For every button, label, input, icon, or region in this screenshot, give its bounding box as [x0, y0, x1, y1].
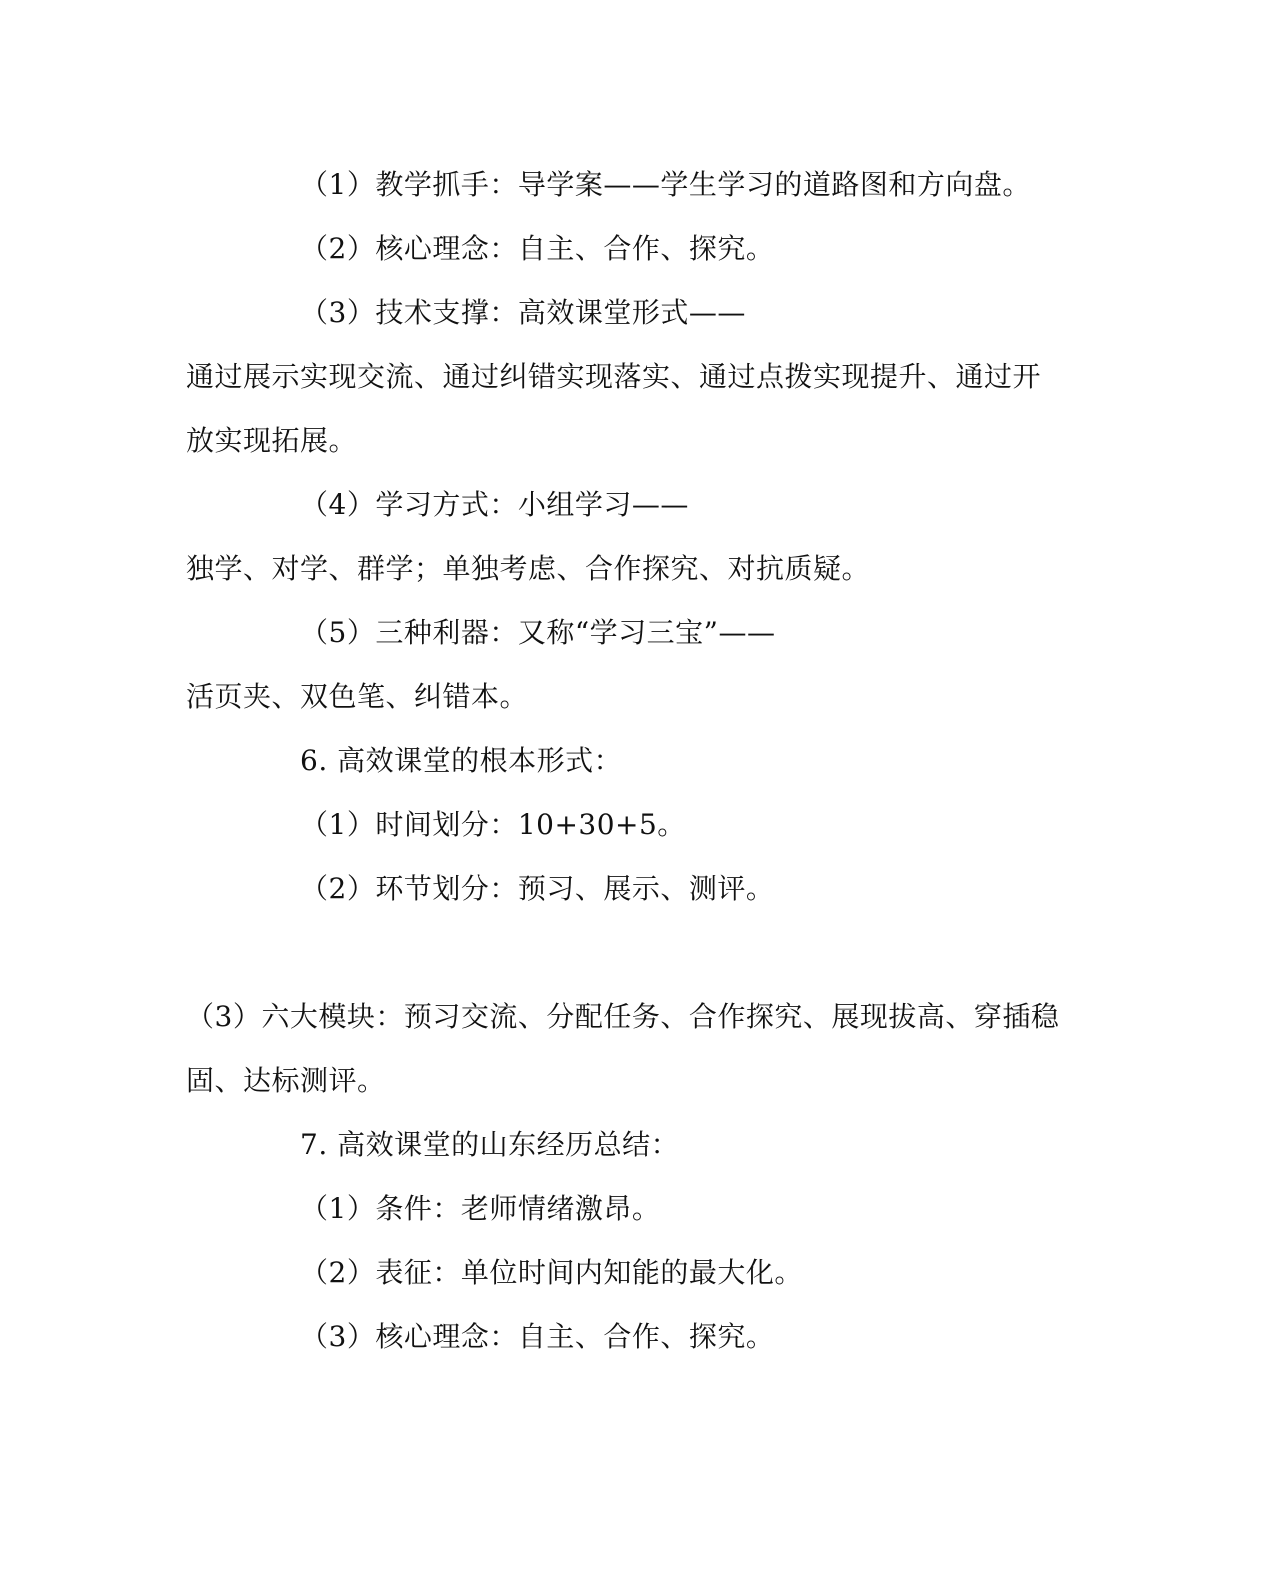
text-line-characteristic: （2）表征：单位时间内知能的最大化。	[300, 1256, 803, 1289]
section-heading-7: 7. 高效课堂的山东经历总结：	[300, 1128, 680, 1161]
text-line-learning-method-cont: 独学、对学、群学；单独考虑、合作探究、对抗质疑。	[186, 552, 871, 585]
text-line-technical-support-cont2: 放实现拓展。	[186, 424, 358, 457]
text-line-six-modules: （3）六大模块：预习交流、分配任务、合作探究、展现拔高、穿插稳	[186, 1000, 1060, 1033]
text-line-teaching-handle: （1）教学抓手：导学案——学生学习的道路图和方向盘。	[300, 168, 1031, 201]
text-line-technical-support-cont1: 通过展示实现交流、通过纠错实现落实、通过点拨实现提升、通过开	[186, 360, 1042, 393]
text-line-technical-support: （3）技术支撑：高效课堂形式——	[300, 296, 746, 329]
text-line-three-tools: （5）三种利器：又称“学习三宝”——	[300, 616, 776, 649]
text-line-three-tools-cont: 活页夹、双色笔、纠错本。	[186, 680, 529, 713]
text-line-step-division: （2）环节划分：预习、展示、测评。	[300, 872, 775, 905]
text-line-time-division: （1）时间划分：10+30+5。	[300, 808, 686, 841]
text-line-six-modules-cont: 固、达标测评。	[186, 1064, 386, 1097]
text-line-core-concept: （2）核心理念：自主、合作、探究。	[300, 232, 775, 265]
text-line-learning-method: （4）学习方式：小组学习——	[300, 488, 689, 521]
text-line-condition: （1）条件：老师情绪激昂。	[300, 1192, 661, 1225]
text-line-core-concept-2: （3）核心理念：自主、合作、探究。	[300, 1320, 775, 1353]
section-heading-6: 6. 高效课堂的根本形式：	[300, 744, 623, 777]
